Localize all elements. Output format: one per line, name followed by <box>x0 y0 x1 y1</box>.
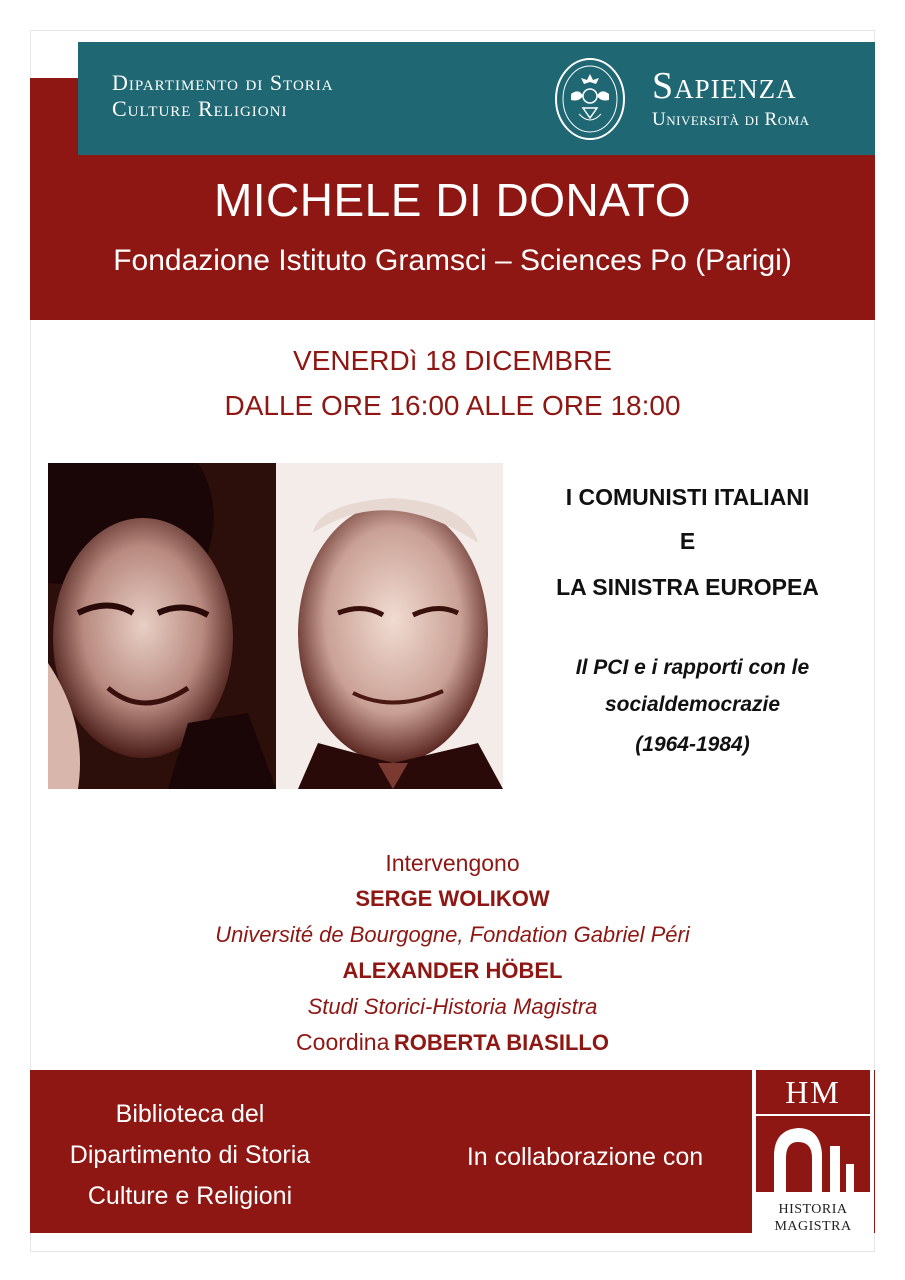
talk-subtitle-line-1: Il PCI e i rapporti con le <box>575 656 810 679</box>
venue-line-2: Dipartimento di Storia <box>69 1141 311 1169</box>
talk-subtitle-line-3: (1964-1984) <box>635 733 750 756</box>
ruins-icon <box>756 1116 870 1198</box>
historia-magistra-logo <box>752 1068 874 1238</box>
portrait-photo <box>48 463 503 789</box>
talk-title-line-1: I COMUNISTI ITALIANI <box>565 484 810 510</box>
logo-line-2: MAGISTRA <box>774 1219 852 1234</box>
venue-line-3: Culture e Religioni <box>87 1182 293 1210</box>
venue <box>30 1094 350 1217</box>
chair-label: Coordina <box>296 1029 390 1055</box>
speaker-affiliation: Fondazione Istituto Gramsci – Sciences Po (Parigi) <box>113 244 792 277</box>
sapienza-seal-icon <box>553 56 627 142</box>
department-line-2: Culture Religioni <box>112 96 288 121</box>
speaker-name: MICHELE DI DONATO <box>213 174 692 226</box>
university-name: Sapienza <box>652 65 797 107</box>
panel-intro: Intervengono <box>385 850 520 876</box>
talk-title-line-2: E <box>679 528 696 554</box>
talk-subtitle-line-2: socialdemocrazie <box>604 693 781 716</box>
talk-title-line-3: LA SINISTRA EUROPEA <box>556 574 819 600</box>
department-line-1: Dipartimento di Storia <box>112 70 334 95</box>
panelist-1-affiliation: Université de Bourgogne, Fondation Gabriel Péri <box>215 922 690 947</box>
panelist-2-affiliation: Studi Storici-Historia Magistra <box>307 994 598 1019</box>
chair-line <box>30 1027 875 1061</box>
event-date: VENERDì 18 DICEMBRE <box>293 345 612 376</box>
university-subtitle: Università di Roma <box>652 109 810 130</box>
collaboration-label: In collaborazione con <box>466 1143 704 1171</box>
event-time: DALLE ORE 16:00 ALLE ORE 18:00 <box>224 390 681 421</box>
logo-initials: HM <box>756 1070 870 1114</box>
panelist-1-name: SERGE WOLIKOW <box>355 886 550 911</box>
chair-name: ROBERTA BIASILLO <box>393 1030 609 1055</box>
panelist-2-name: ALEXANDER HÖBEL <box>342 958 563 983</box>
venue-line-1: Biblioteca del <box>115 1100 265 1128</box>
department-name <box>112 70 334 122</box>
logo-line-1: HISTORIA <box>778 1202 848 1217</box>
